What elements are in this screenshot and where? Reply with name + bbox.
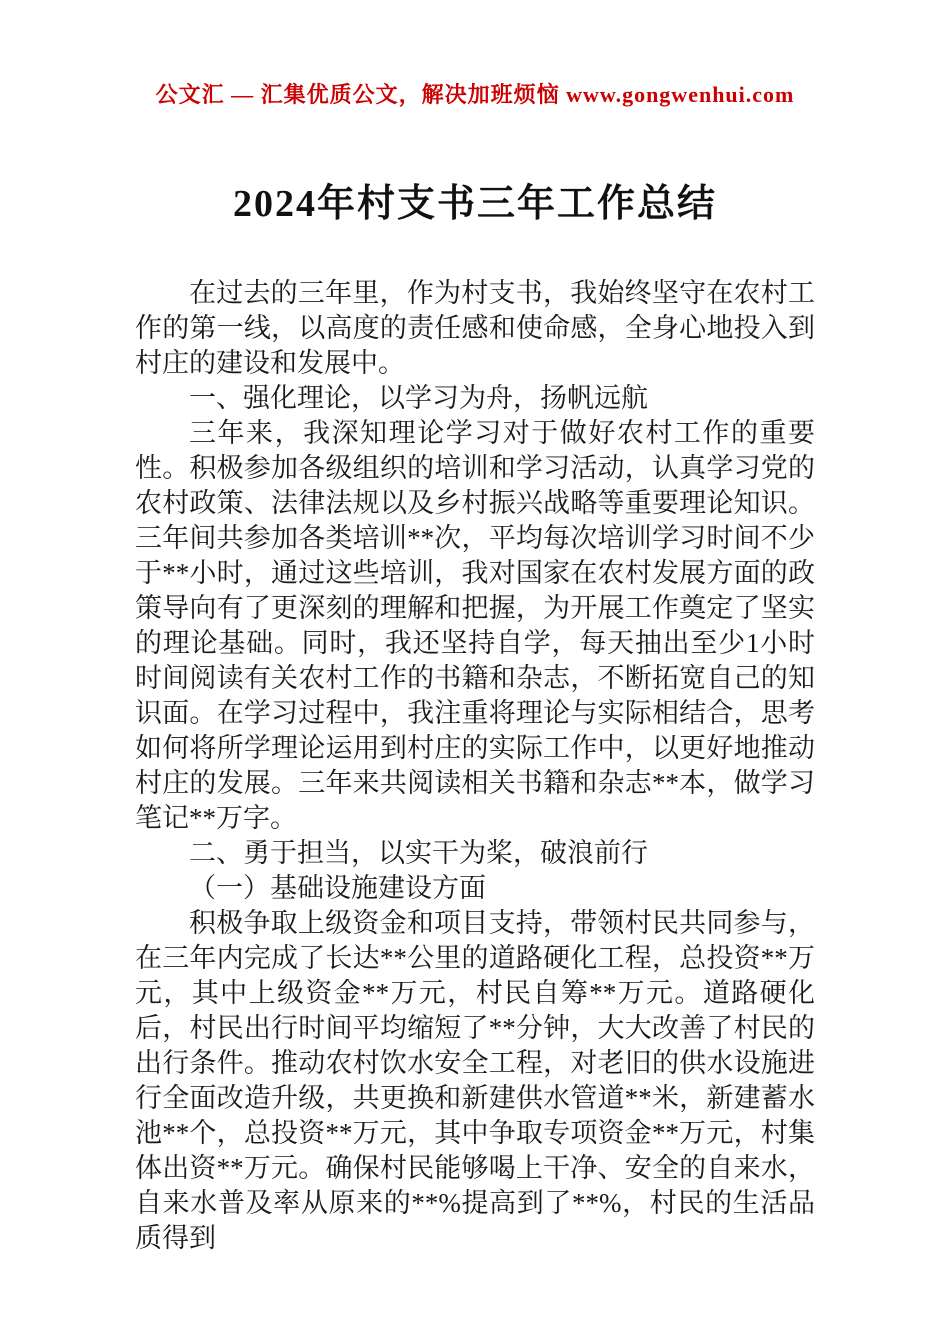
section-1-body-paragraph: 三年来，我深知理论学习对于做好农村工作的重要性。积极参加各级组织的培训和学习活动，认真学习党的农村政策、法律法规以及乡村振兴战略等重要理论知识。三年间共参加各类培训**次，平均每次培训学习时间不少于**小时，通过这些培训，我对国家在农村发展方面的政策导向有了更深刻的理解和把握，为开展工作奠定了坚实的理论基础。同时，我还坚持自学，每天抽出至少1小时时间阅读有关农村工作的书籍和杂志，不断拓宽自己的知识面。在学习过程中，我注重将理论与实际相结合，思考如何将所学理论运用到村庄的实际工作中，以更好地推动村庄的发展。三年来共阅读相关书籍和杂志**本，做学习笔记**万字。 <box>135 418 815 833</box>
section-1-heading: 一、强化理论，以学习为舟，扬帆远航 <box>189 383 648 413</box>
document-body <box>135 276 815 1256</box>
section-2-heading: 二、勇于担当，以实干为桨，破浪前行 <box>189 838 648 868</box>
intro-paragraph: 在过去的三年里，作为村支书，我始终坚守在农村工作的第一线，以高度的责任感和使命感，全身心地投入到村庄的建设和发展中。 <box>135 278 815 378</box>
subsection-2-1-heading: （一）基础设施建设方面 <box>189 873 486 903</box>
subsection-2-1-body-paragraph: 积极争取上级资金和项目支持，带领村民共同参与，在三年内完成了长达**公里的道路硬化工程，总投资**万元，其中上级资金**万元，村民自筹**万元。道路硬化后，村民出行时间平均缩短了**分钟，大大改善了村民的出行条件。推动农村饮水安全工程，对老旧的供水设施进行全面改造升级，共更换和新建供水管道**米，新建蓄水池**个，总投资**万元，其中争取专项资金**万元，村集体出资**万元。确保村民能够喝上干净、安全的自来水，自来水普及率从原来的**%提高到了**%，村民的生活品质得到 <box>135 908 815 1253</box>
document-title: 2024年村支书三年工作总结 <box>232 183 717 225</box>
site-watermark-header: 公文汇 — 汇集优质公文，解决加班烦恼 www.gongwenhui.com <box>155 82 795 107</box>
